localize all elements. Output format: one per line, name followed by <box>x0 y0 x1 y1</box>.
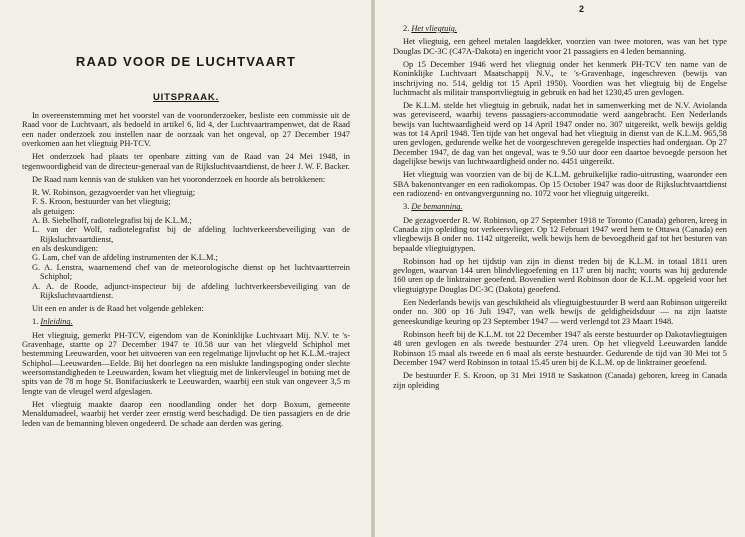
subsection-heading <box>393 24 727 33</box>
subsection-heading <box>22 317 350 326</box>
paragraph: Een Nederlands bewijs van geschiktheid als vliegtuigbestuurder B werd aan Robinson uitgereikt onder no. 300 op 16 Juli 1947, van welk bewijs de geldigheidsduur — na zijn laatste geneeskundige keuring op 23 September 1947 — werd verlengd tot 23 Maart 1948. <box>393 298 727 326</box>
list-item: G. A. Lenstra, waarnemend chef van de meteorologische dienst op het luchtvaartterrein Schiphol; <box>32 262 350 282</box>
list-item: L. van der Wolf, radiotelegrafist bij de afdeling luchtverkeersbeveiliging van de Rijksluchtvaartdienst, <box>32 225 350 244</box>
paragraph: Het vliegtuig, gemerkt PH-TCV, eigendom van de Koninklijke Luchtvaart Mij. N.V. te 's-Gravenhage, startte op 27 December 1947 te 10.58 uur van het vliegveld Schiphol met bestemming Leeuwarden, voor het uitvoeren van een regelmatige lijnvlucht op het K.L.M.-traject Schiphol—Leeuwarden—Eelde. Bij het doorlegen na een mislukte landingspoging onder slechte weersomstandigheden te Leeuwarden, kwam het vliegtuig met de linkervleugel in botsing met de spits van de 78 m hoge St. Bonifaciuskerk te Leeuwarden, waarbij een stuk van ongeveer 3,5 m lengte van de vleugel werd afgeslagen. <box>22 330 350 396</box>
list-item: G. Lam, chef van de afdeling instrumenten der K.L.M.; <box>32 253 218 263</box>
list-label: als getuigen: <box>32 206 75 216</box>
list-item: A. B. Siebelhoff, radiotelegrafist bij de K.L.M.; <box>32 216 192 226</box>
subsection-number: 1. <box>32 317 39 327</box>
subsection-number: 2. <box>403 24 410 33</box>
paragraph: Op 15 December 1946 werd het vliegtuig onder het kenmerk PH-TCV ten name van de Koninklijke Luchtvaart Maatschappij N.V., te 's-Gravenhage, ingeschreven (bewijs van inschrijving no. 514, geldig tot 15 April 1950). Voordien was het vliegtuig bij de Engelse luchtmacht als militair transportvliegtuig in gebruik en had het 1230,45 uren gevlogen. <box>393 59 727 97</box>
paragraph: De K.L.M. stelde het vliegtuig in gebruik, nadat het in samenwerking met de N.V. Aviolanda was gereviseerd, waarbij tevens passagiers-accommodatie werd aangebracht. Een Nederlands bewijs van luchtwaardigheid werd op 14 April 1947 onder no. 307 uitgereikt, welk bewijs geldig was tot 14 April 1948. Ten tijde van het ongeval had het vliegtuig in dienst van de K.L.M. 965,58 uren gevlogen, gedurende welke het de voorgeschreven geregelde inspecties had ondergaan. Op 27 December 1947, de dag van het ongeval, was te 9.50 uur door een daartoe bevoegde persoon het dagelijkse bewijs van luchtwaardigheid onder no. 4451 uitgereikt. <box>393 101 727 167</box>
subsection-title: Inleiding. <box>40 317 73 327</box>
subsection-title: Het vliegtuig. <box>411 24 457 33</box>
subsection-heading <box>393 202 727 211</box>
list-item: R. W. Robinson, gezagvoerder van het vliegtuig; <box>32 188 196 198</box>
paragraph: Robinson had op het tijdstip van zijn in dienst treden bij de K.L.M. in totaal 1811 uren gevlogen, waarvan 144 uren blindvliegoefening en 117 uren bij nacht; voorts was hij gedurende 160 uren op de linktrainer geoefend. Bovendien werd Robinson door de K.L.M. opgeleid voor het vliegtuigtype Douglas DC-3C (Dakota) geoefend. <box>393 256 727 294</box>
document-title: RAAD VOOR DE LUCHTVAART <box>75 54 297 69</box>
left-page <box>22 0 350 537</box>
right-body <box>393 24 727 394</box>
paragraph: Het vliegtuig maakte daarop een noodlanding onder het dorp Boxum, gemeente Menaldumadeel, waarbij het verder zeer ernstig werd beschadigd. De tien passagiers en de drie leden van de bemanning bleven ongedeerd. De schade aan derden was gering. <box>22 399 350 428</box>
paragraph: Uit een en ander is de Raad het volgende gebleken: <box>32 304 204 314</box>
right-page <box>393 0 727 537</box>
paragraph: Robinson heeft bij de K.L.M. tot 22 December 1947 als eerste bestuurder op Dakotavliegtuigen 48 uren gevlogen en als tweede bestuurder 274 uren. Op het vliegveld Leeuwarden landde Robinson 15 maal als tweede en 6 maal als eerste bestuurder. Gedurende de tijd van 30 Mei tot 5 December 1947 werd Robinson in totaal 15.45 uren bij de K.L.M. op de linktrainer geoefend. <box>393 329 727 368</box>
paragraph: De gezagvoerder R. W. Robinson, op 27 September 1918 te Toronto (Canada) geboren, kreeg in Canada zijn opleiding tot verkeersvlieger. Op 12 Februari 1947 werd hem te Ottawa (Canada) een vliegbewijs B onder no. 1142 uitgereikt, welk bewijs hem de bevoegdheid gaf tot het besturen van bepaalde vliegtuigtypen. <box>393 215 727 253</box>
page-number: 2 <box>579 4 585 14</box>
section-heading-text: UITSPRAAK. <box>152 92 220 103</box>
paragraph: De bestuurder F. S. Kroon, op 31 Mei 1918 te Saskatoon (Canada) geboren, kreeg in Canada zijn opleiding <box>393 371 727 390</box>
paragraph: In overeenstemming met het voorstel van de vooronderzoeker, besliste een commissie uit de Raad voor de Luchtvaart, als bedoeld in artikel 6, lid 4, der Luchtvaartrampenwet, dat de Raad een nader onderzoek zou instellen naar de oorzaak van het ongeval, op 27 December 1947 overkomen aan het vliegtuig PH-TCV. <box>22 111 350 149</box>
left-body <box>22 111 350 432</box>
list-item: A. A. de Roode, adjunct-inspecteur bij de afdeling luchtverkeersbeveiliging van de Rijksluchtvaartdienst. <box>32 281 350 300</box>
paragraph: Het onderzoek had plaats ter openbare zitting van de Raad van 24 Mei 1948, in tegenwoordigheid van de directeur-generaal van de Rijksluchtvaartdienst, de heer J. W. F. Backer. <box>22 152 350 171</box>
list-item: F. S. Kroon, bestuurder van het vliegtuig; <box>32 197 171 207</box>
list-label: en als deskundigen: <box>32 244 99 254</box>
paragraph: Het vliegtuig, een geheel metalen laagdekker, voorzien van twee motoren, was van het type Douglas DC-3C (C47A-Dakota) en ingericht voor 21 passagiers en 4 leden bemanning. <box>393 37 727 56</box>
page-gutter <box>371 0 375 537</box>
paragraph: Het vliegtuig was voorzien van de bij de K.L.M. gebruikelijke radio-uitrusting, waaronder een SBA bakenontvanger en een radiokompas. Op 15 October 1947 was door de Rijksluchtvaartdienst een radiozend- en ontvangvergunning no. 1072 voor het vliegtuig uitgereikt. <box>393 170 727 199</box>
subsection-number: 3. <box>403 202 410 212</box>
section-heading <box>22 93 350 102</box>
paragraph: De Raad nam kennis van de stukken van het vooronderzoek en hoorde als betrokkenen: <box>32 174 326 184</box>
subsection-title: De bemanning. <box>411 202 463 212</box>
